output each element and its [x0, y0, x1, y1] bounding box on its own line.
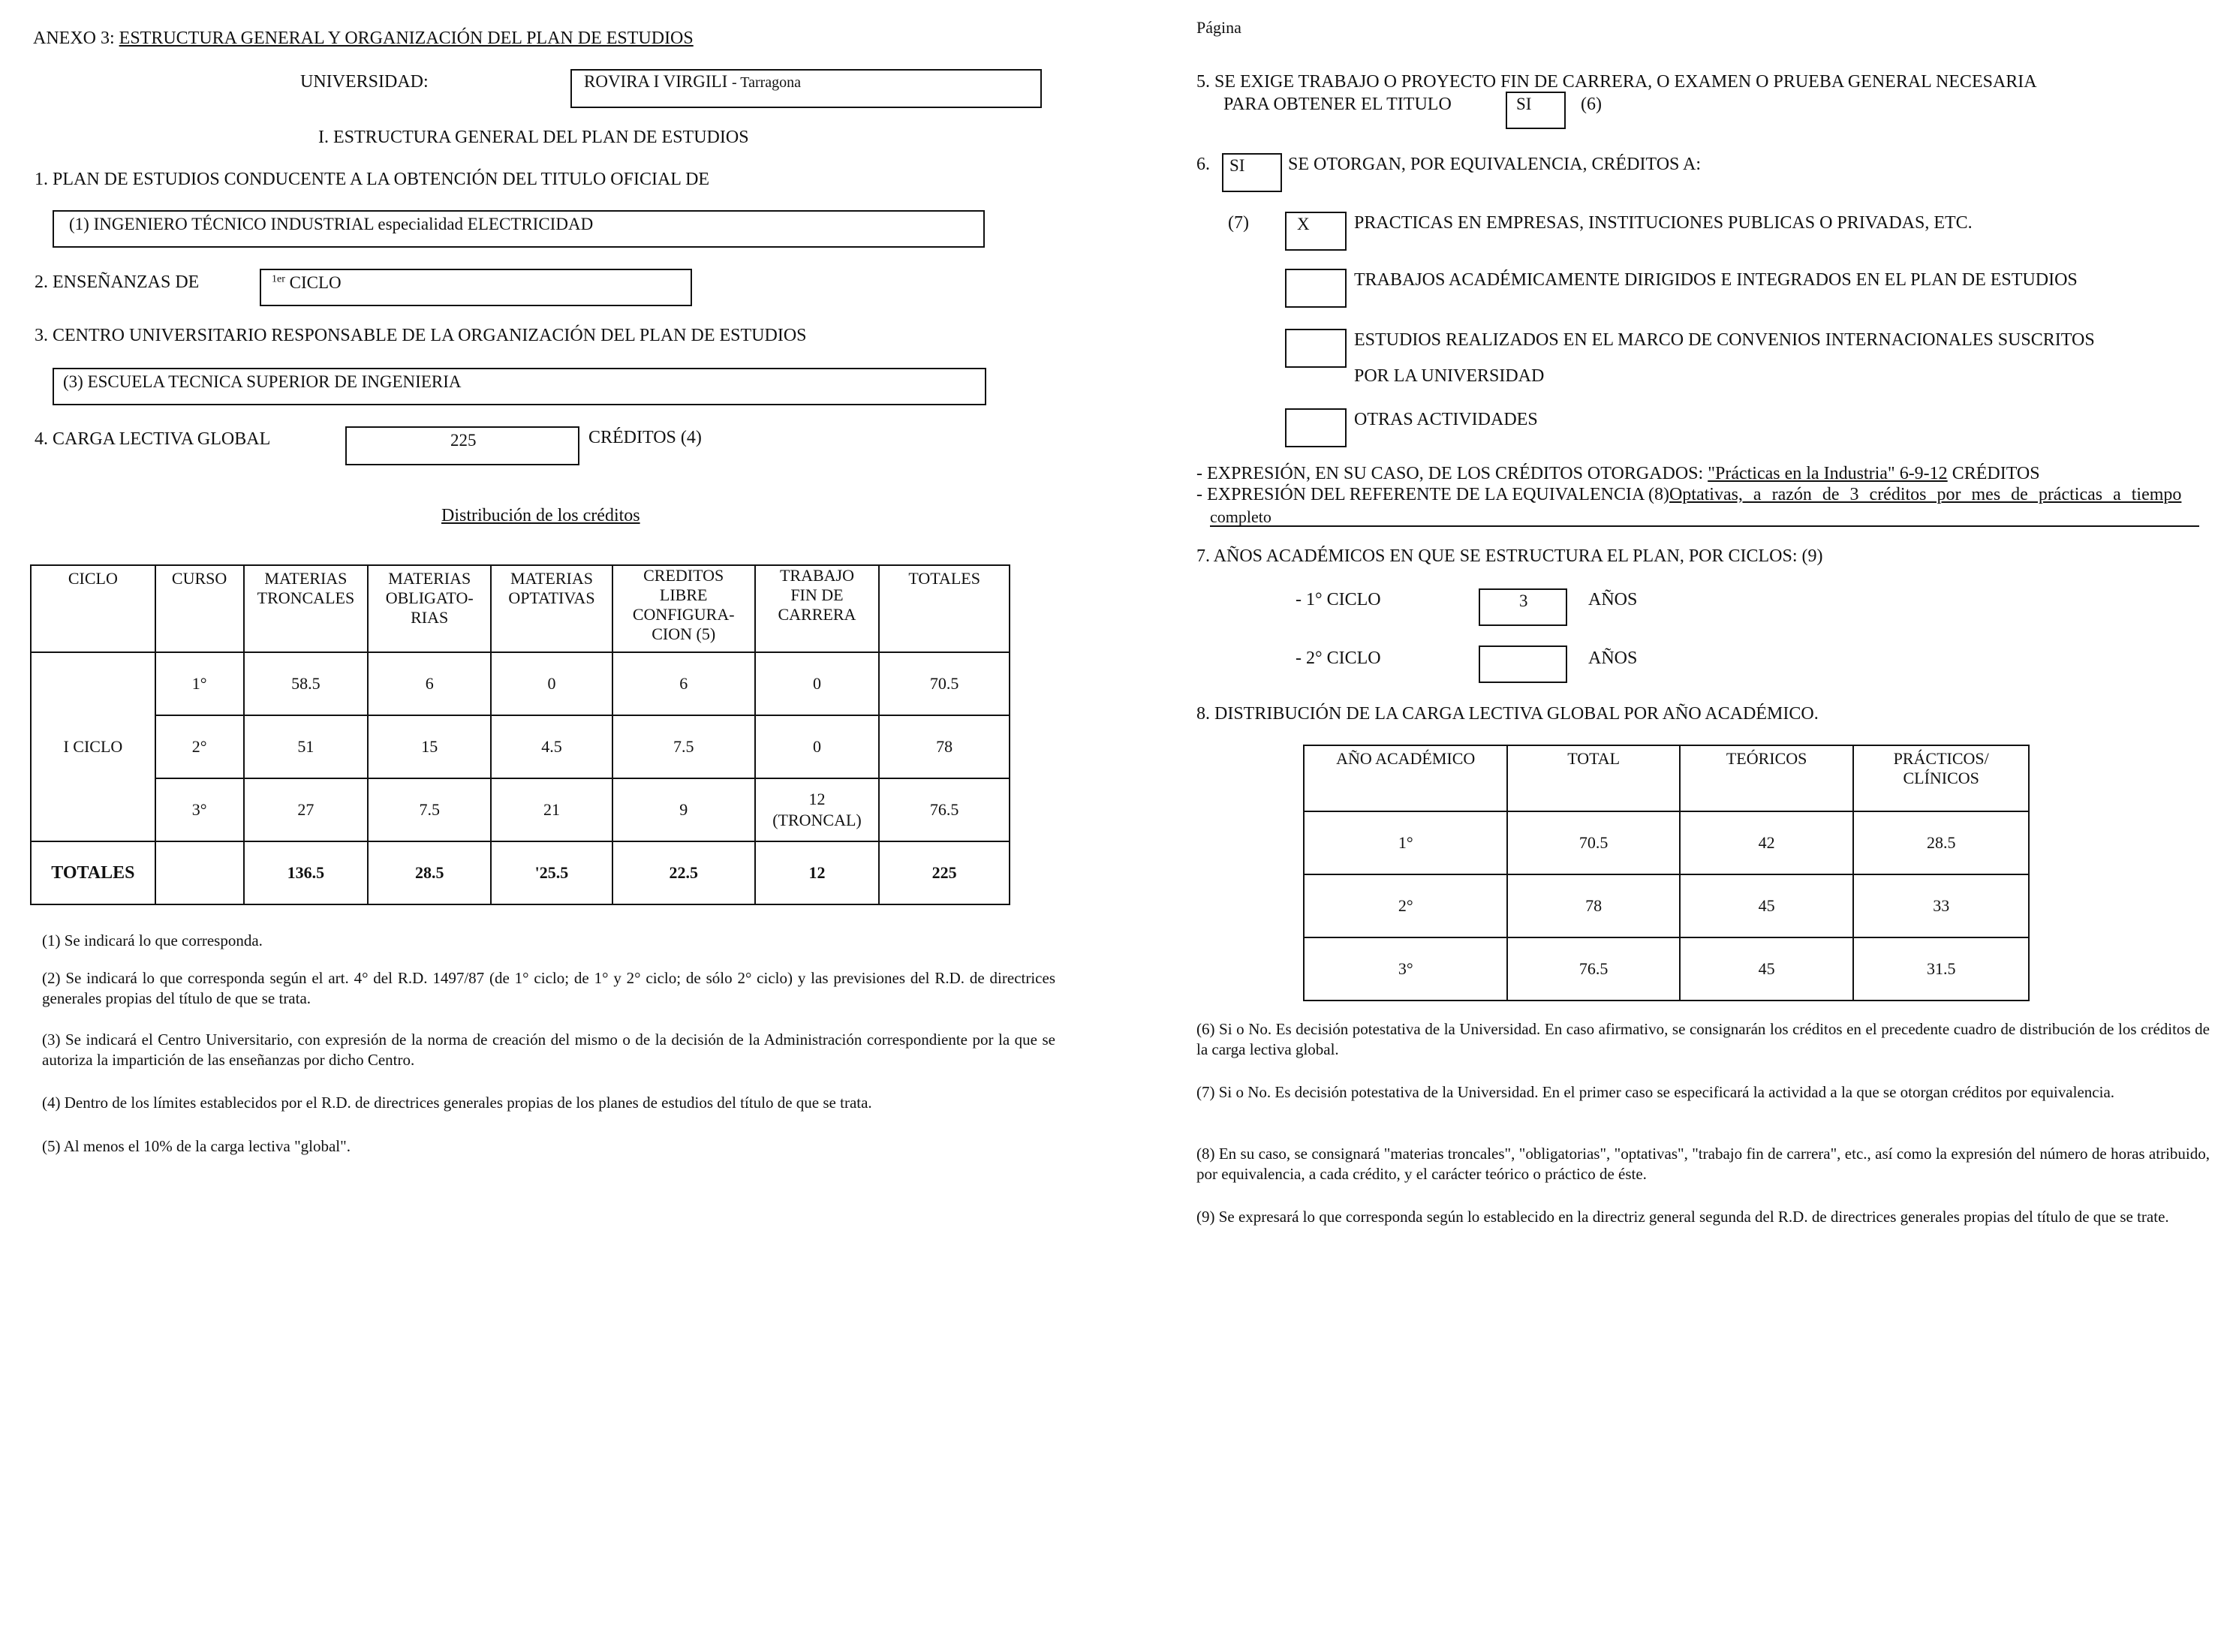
university-city: - Tarragona [731, 74, 802, 91]
university-field [570, 69, 1042, 108]
distribution-title: Distribución de los créditos [441, 506, 640, 525]
expression-underline [1210, 525, 2199, 527]
header-year: AÑO ACADÉMICO [1304, 745, 1507, 811]
footnote-4: (4) Dentro de los límites establecidos por el R.D. de directrices generales propias de los planes de estudios del título de que se trata. [42, 1094, 872, 1112]
cell-total: 70.5 [1507, 811, 1679, 874]
header-practicos: PRÁCTICOS/ CLÍNICOS [1853, 745, 2029, 811]
q7-first-cycle-label: - 1° CICLO [1296, 590, 1381, 609]
footnote-7: (7) Si o No. Es decisión potestativa de la Universidad. En el primer caso se especificará la actividad a la que se otorgan créditos por equivalencia. [1196, 1083, 2115, 1101]
cell-trabajo: 12 (TRONCAL) [755, 778, 880, 841]
cell-trabajo: 0 [755, 715, 880, 778]
annex-heading [33, 29, 694, 49]
header-total: TOTAL [1507, 745, 1679, 811]
yearly-load-table [1303, 745, 2030, 1001]
credits-value: 225 [450, 431, 477, 450]
cell-practicos: 28.5 [1853, 811, 2029, 874]
q7-label: 7. AÑOS ACADÉMICOS EN QUE SE ESTRUCTURA EL PLAN, POR CICLOS: (9) [1196, 546, 1823, 566]
cell-obligatorias: 6 [368, 652, 491, 715]
q7-second-cycle-box [1479, 645, 1567, 683]
degree-field [53, 210, 985, 248]
cell-troncales: 27 [244, 778, 369, 841]
q2-label: 2. ENSEÑANZAS DE [35, 272, 200, 292]
totals-optativas: '25.5 [491, 841, 612, 904]
totals-libre: 22.5 [612, 841, 755, 904]
totals-troncales: 136.5 [244, 841, 369, 904]
credits-suffix: CRÉDITOS (4) [588, 428, 702, 447]
footnote-6: (6) Si o No. Es decisión potestativa de la Universidad. En caso afirmativo, se consignarán los créditos en el precedente cuadro de distribución de los créditos de la carga lectiva global. [1196, 1020, 2210, 1058]
header-teoricos: TEÓRICOS [1680, 745, 1854, 811]
cell-troncales: 58.5 [244, 652, 369, 715]
footnote-2: (2) Se indicará lo que corresponda según el art. 4° del R.D. 1497/87 (de 1° ciclo; de 1° y 2° ciclo; de sólo 2° ciclo) y las previsiones del R.D. de directrices generales propias del título de que se trata. [42, 969, 1055, 1007]
degree-value: (1) INGENIERO TÉCNICO INDUSTRIAL especialidad ELECTRICIDAD [69, 215, 594, 233]
header-obligatorias: MATERIAS OBLIGATO- RIAS [368, 565, 491, 652]
cell-libre: 7.5 [612, 715, 755, 778]
option-mark-1: X [1297, 215, 1310, 233]
footnote-8: (8) En su caso, se consignará "materias troncales", "obligatorias", "optativas", "trabajo fin de carrera", etc., así como la expresión del número de horas atribuido, por equivalencia, a cada crédito, y el carácter teórico o práctico de éste. [1196, 1145, 2210, 1183]
cell-teoricos: 45 [1680, 937, 1854, 1001]
option-checkbox-3[interactable] [1285, 329, 1347, 368]
q5-ref: (6) [1581, 95, 1602, 114]
totals-empty [155, 841, 244, 904]
option-checkbox-4[interactable] [1285, 408, 1347, 447]
q5-line2: PARA OBTENER EL TITULO [1223, 95, 1452, 114]
cell-year: 1° [1304, 811, 1507, 874]
q5-answer-box [1506, 92, 1566, 129]
q6-number: 6. [1196, 155, 1210, 174]
header-ciclo: CICLO [31, 565, 155, 652]
q7-first-cycle-value: 3 [1519, 591, 1528, 610]
expression-reference-cont: completo [1210, 507, 1271, 526]
q7-first-cycle-box [1479, 588, 1567, 626]
header-trabajo-fin-carrera: TRABAJO FIN DE CARRERA [755, 565, 880, 652]
section-title: I. ESTRUCTURA GENERAL DEL PLAN DE ESTUDIOS [318, 128, 749, 147]
cell-libre: 6 [612, 652, 755, 715]
totals-obligatorias: 28.5 [368, 841, 491, 904]
q6-answer-box [1222, 153, 1282, 192]
table-row [31, 778, 1010, 841]
header-totales: TOTALES [879, 565, 1010, 652]
cell-optativas: 4.5 [491, 715, 612, 778]
cell-trabajo: 0 [755, 652, 880, 715]
cell-obligatorias: 15 [368, 715, 491, 778]
cell-optativas: 21 [491, 778, 612, 841]
option-label-3-cont: POR LA UNIVERSIDAD [1354, 366, 1545, 386]
q1-label: 1. PLAN DE ESTUDIOS CONDUCENTE A LA OBTENCIÓN DEL TITULO OFICIAL DE [35, 170, 710, 189]
cell-total: 78 [879, 715, 1010, 778]
cell-optativas: 0 [491, 652, 612, 715]
cycle-cell: I CICLO [31, 652, 155, 841]
credits-distribution-table [30, 564, 1010, 905]
cell-troncales: 51 [244, 715, 369, 778]
university-name: ROVIRA I VIRGILI [584, 72, 728, 91]
university-label: UNIVERSIDAD: [300, 72, 429, 92]
q4-label: 4. CARGA LECTIVA GLOBAL [35, 429, 271, 449]
cell-total: 70.5 [879, 652, 1010, 715]
cell-libre: 9 [612, 778, 755, 841]
cell-teoricos: 45 [1680, 874, 1854, 937]
cell-year: 2° [1304, 874, 1507, 937]
annex-title: ESTRUCTURA GENERAL Y ORGANIZACIÓN DEL PLAN DE ESTUDIOS [119, 29, 694, 48]
center-field [53, 368, 986, 405]
cell-curso: 3° [155, 778, 244, 841]
footnote-5: (5) Al menos el 10% de la carga lectiva "global". [42, 1137, 351, 1155]
option-label-4: OTRAS ACTIVIDADES [1354, 410, 1538, 429]
expression-reference-value: Optativas, a razón de 3 créditos por mes de prácticas a tiempo [1669, 485, 2182, 504]
footnote-3: (3) Se indicará el Centro Universitario, con expresión de la norma de creación del mismo o de la decisión de la Administración correspondiente por la que se autoriza la impartición de las enseñanzas por dicho Centro. [42, 1031, 1055, 1069]
footnote-1: (1) Se indicará lo que corresponda. [42, 931, 263, 949]
expression-credits: - EXPRESIÓN, EN SU CASO, DE LOS CRÉDITOS OTORGADOS: "Prácticas en la Industria" 6-9-12 CRÉDITOS [1196, 464, 2040, 483]
cell-curso: 2° [155, 715, 244, 778]
q6-label: SE OTORGAN, POR EQUIVALENCIA, CRÉDITOS A: [1288, 155, 1702, 174]
q7-second-cycle-label: - 2° CICLO [1296, 648, 1381, 668]
q7-second-cycle-unit: AÑOS [1588, 648, 1638, 668]
table-row [1304, 811, 2029, 874]
table-row [31, 652, 1010, 715]
cycle-field [260, 269, 692, 306]
annex-prefix: ANEXO 3: [33, 29, 115, 48]
totals-label: TOTALES [31, 841, 155, 904]
header-curso: CURSO [155, 565, 244, 652]
option-label-2: TRABAJOS ACADÉMICAMENTE DIRIGIDOS E INTEGRADOS EN EL PLAN DE ESTUDIOS [1354, 270, 2078, 290]
option-checkbox-2[interactable] [1285, 269, 1347, 308]
q5-answer: SI [1516, 95, 1532, 113]
q3-label: 3. CENTRO UNIVERSITARIO RESPONSABLE DE LA ORGANIZACIÓN DEL PLAN DE ESTUDIOS [35, 326, 807, 345]
totals-trabajo: 12 [755, 841, 880, 904]
cell-total: 76.5 [879, 778, 1010, 841]
table-row [1304, 937, 2029, 1001]
cell-curso: 1° [155, 652, 244, 715]
q8-label: 8. DISTRIBUCIÓN DE LA CARGA LECTIVA GLOBAL POR AÑO ACADÉMICO. [1196, 704, 1819, 724]
cycle-ordinal: 1er [272, 273, 285, 285]
cell-obligatorias: 7.5 [368, 778, 491, 841]
center-value: (3) ESCUELA TECNICA SUPERIOR DE INGENIERIA [63, 372, 462, 391]
header-troncales: MATERIAS TRONCALES [244, 565, 369, 652]
expression-reference: - EXPRESIÓN DEL REFERENTE DE LA EQUIVALENCIA (8)Optativas, a razón de 3 créditos por mes de prácticas a tiempo [1196, 485, 2182, 504]
cell-teoricos: 42 [1680, 811, 1854, 874]
q7-first-cycle-unit: AÑOS [1588, 590, 1638, 609]
option-checkbox-1[interactable] [1285, 212, 1347, 251]
header-libre-configuracion: CREDITOS LIBRE CONFIGURA- CION (5) [612, 565, 755, 652]
header-optativas: MATERIAS OPTATIVAS [491, 565, 612, 652]
footnote-9: (9) Se expresará lo que corresponda según lo establecido en la directriz general segunda del R.D. de directrices generales propias del título de que se trate. [1196, 1208, 2169, 1226]
q6-ref: (7) [1228, 213, 1249, 233]
cell-total: 76.5 [1507, 937, 1679, 1001]
cell-total: 78 [1507, 874, 1679, 937]
cell-year: 3° [1304, 937, 1507, 1001]
expression-credits-value: "Prácticas en la Industria" 6-9-12 [1708, 464, 1948, 483]
page-label: Página [1196, 18, 1241, 37]
totals-row [31, 841, 1010, 904]
option-label-3: ESTUDIOS REALIZADOS EN EL MARCO DE CONVENIOS INTERNACIONALES SUSCRITOS [1354, 330, 2095, 350]
option-label-1: PRACTICAS EN EMPRESAS, INSTITUCIONES PUBLICAS O PRIVADAS, ETC. [1354, 213, 1973, 233]
table-row [31, 715, 1010, 778]
cell-practicos: 33 [1853, 874, 2029, 937]
q5-line1: 5. SE EXIGE TRABAJO O PROYECTO FIN DE CARRERA, O EXAMEN O PRUEBA GENERAL NECESARIA [1196, 72, 2037, 92]
credits-field [345, 426, 579, 465]
totals-total: 225 [879, 841, 1010, 904]
cycle-value: CICLO [289, 273, 342, 292]
table-row [1304, 874, 2029, 937]
q6-answer: SI [1229, 156, 1245, 175]
cell-practicos: 31.5 [1853, 937, 2029, 1001]
